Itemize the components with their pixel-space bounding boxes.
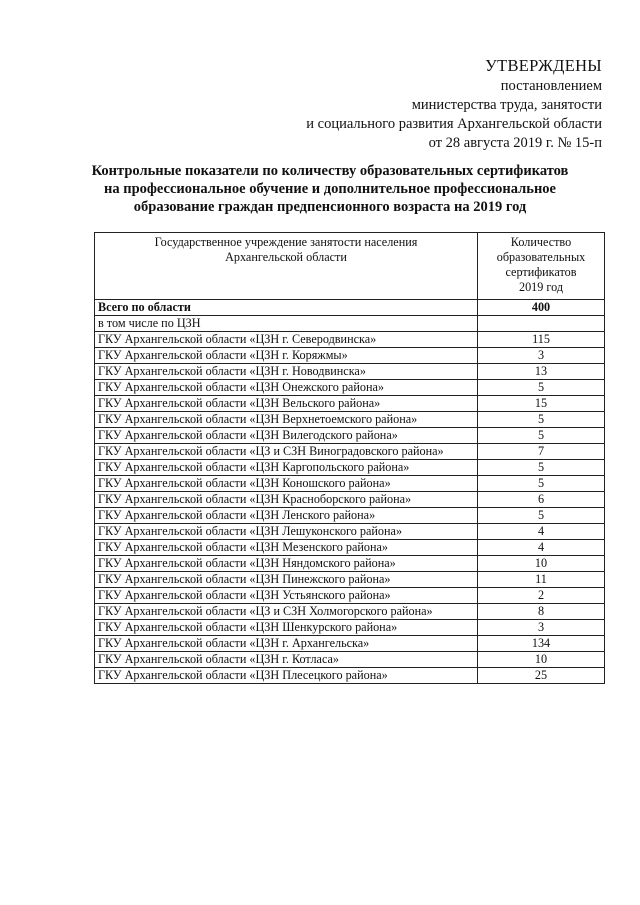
row-institution: ГКУ Архангельской области «ЦЗН Плесецкого района» — [95, 668, 478, 684]
row-quantity: 11 — [478, 572, 605, 588]
approval-block — [306, 56, 602, 153]
row-quantity: 6 — [478, 492, 605, 508]
table-row — [95, 508, 605, 524]
table-row — [95, 380, 605, 396]
row-institution: ГКУ Архангельской области «ЦЗН Мезенского района» — [95, 540, 478, 556]
row-institution: ГКУ Архангельской области «ЦЗН г. Котласа» — [95, 652, 478, 668]
row-quantity: 15 — [478, 396, 605, 412]
row-quantity: 7 — [478, 444, 605, 460]
row-quantity: 13 — [478, 364, 605, 380]
row-institution: ГКУ Архангельской области «ЦЗ и СЗН Холмогорского района» — [95, 604, 478, 620]
row-institution: ГКУ Архангельской области «ЦЗН г. Новодвинска» — [95, 364, 478, 380]
table-row — [95, 652, 605, 668]
table-row — [95, 332, 605, 348]
row-quantity: 115 — [478, 332, 605, 348]
total-value: 400 — [478, 300, 605, 316]
header-quantity-line-2: образовательных — [496, 250, 586, 264]
row-institution: ГКУ Архангельской области «ЦЗН г. Северодвинска» — [95, 332, 478, 348]
title-line-1: Контрольные показатели по количеству образовательных сертификатов — [91, 163, 569, 179]
row-quantity: 5 — [478, 460, 605, 476]
table-row — [95, 620, 605, 636]
row-institution: ГКУ Архангельской области «ЦЗН Ленского района» — [95, 508, 478, 524]
header-institution-line-2: Архангельской области — [225, 250, 347, 264]
table-row — [95, 492, 605, 508]
row-institution: ГКУ Архангельской области «ЦЗН Вельского района» — [95, 396, 478, 412]
row-institution: ГКУ Архангельской области «ЦЗН Лешуконского района» — [95, 524, 478, 540]
row-institution: ГКУ Архангельской области «ЦЗН г. Коряжмы» — [95, 348, 478, 364]
table-row — [95, 668, 605, 684]
row-quantity: 134 — [478, 636, 605, 652]
header-institution-line-1: Государственное учреждение занятости населения — [154, 235, 418, 249]
table-row — [95, 348, 605, 364]
row-institution: ГКУ Архангельской области «ЦЗН Верхнетоемского района» — [95, 412, 478, 428]
row-quantity: 5 — [478, 412, 605, 428]
row-quantity: 5 — [478, 476, 605, 492]
table-row — [95, 396, 605, 412]
header-institution — [95, 233, 478, 300]
subheader-empty-cell — [478, 316, 605, 332]
approval-line-2: министерства труда, занятости — [411, 97, 602, 113]
row-institution: ГКУ Архангельской области «ЦЗН Красноборского района» — [95, 492, 478, 508]
table-row — [95, 572, 605, 588]
row-institution: ГКУ Архангельской области «ЦЗН Няндомского района» — [95, 556, 478, 572]
approval-heading: УТВЕРЖДЕНЫ — [485, 56, 602, 75]
table-row — [95, 476, 605, 492]
row-quantity: 5 — [478, 380, 605, 396]
row-quantity: 3 — [478, 348, 605, 364]
table-row — [95, 556, 605, 572]
header-quantity — [478, 233, 605, 300]
row-quantity: 5 — [478, 428, 605, 444]
header-quantity-line-4: 2019 год — [518, 280, 564, 294]
row-quantity: 4 — [478, 540, 605, 556]
total-row — [95, 300, 605, 316]
table-row — [95, 428, 605, 444]
table-row — [95, 604, 605, 620]
table-row — [95, 540, 605, 556]
row-institution: ГКУ Архангельской области «ЦЗН Пинежского района» — [95, 572, 478, 588]
row-institution: ГКУ Архангельской области «ЦЗН Коношского района» — [95, 476, 478, 492]
table-row — [95, 636, 605, 652]
row-quantity: 4 — [478, 524, 605, 540]
row-institution: ГКУ Архангельской области «ЦЗН Онежского района» — [95, 380, 478, 396]
table-row — [95, 412, 605, 428]
table-row — [95, 444, 605, 460]
row-institution: ГКУ Архангельской области «ЦЗН Каргопольского района» — [95, 460, 478, 476]
row-quantity: 5 — [478, 508, 605, 524]
table-row — [95, 524, 605, 540]
subheader-row — [95, 316, 605, 332]
row-institution: ГКУ Архангельской области «ЦЗН г. Архангельска» — [95, 636, 478, 652]
total-label: Всего по области — [95, 300, 478, 316]
row-quantity: 10 — [478, 652, 605, 668]
table-header-row — [95, 233, 605, 300]
row-institution: ГКУ Архангельской области «ЦЗН Шенкурского района» — [95, 620, 478, 636]
title-line-2: на профессиональное обучение и дополнительное профессиональное — [103, 181, 556, 197]
row-quantity: 3 — [478, 620, 605, 636]
approval-line-4: от 28 августа 2019 г. № 15-п — [428, 135, 602, 151]
subheader-label: в том числе по ЦЗН — [95, 316, 478, 332]
row-quantity: 8 — [478, 604, 605, 620]
row-institution: ГКУ Архангельской области «ЦЗ и СЗН Виноградовского района» — [95, 444, 478, 460]
header-quantity-line-1: Количество — [510, 235, 572, 249]
document-title — [70, 162, 590, 216]
header-quantity-line-3: сертификатов — [505, 265, 577, 279]
table-row — [95, 588, 605, 604]
certificates-table — [94, 232, 605, 684]
title-line-3: образование граждан предпенсионного возраста на 2019 год — [133, 199, 527, 215]
row-quantity: 2 — [478, 588, 605, 604]
table-row — [95, 460, 605, 476]
row-institution: ГКУ Архангельской области «ЦЗН Вилегодского района» — [95, 428, 478, 444]
row-quantity: 10 — [478, 556, 605, 572]
approval-line-1: постановлением — [500, 78, 602, 94]
table-row — [95, 364, 605, 380]
row-quantity: 25 — [478, 668, 605, 684]
approval-line-3: и социального развития Архангельской области — [306, 116, 602, 132]
row-institution: ГКУ Архангельской области «ЦЗН Устьянского района» — [95, 588, 478, 604]
